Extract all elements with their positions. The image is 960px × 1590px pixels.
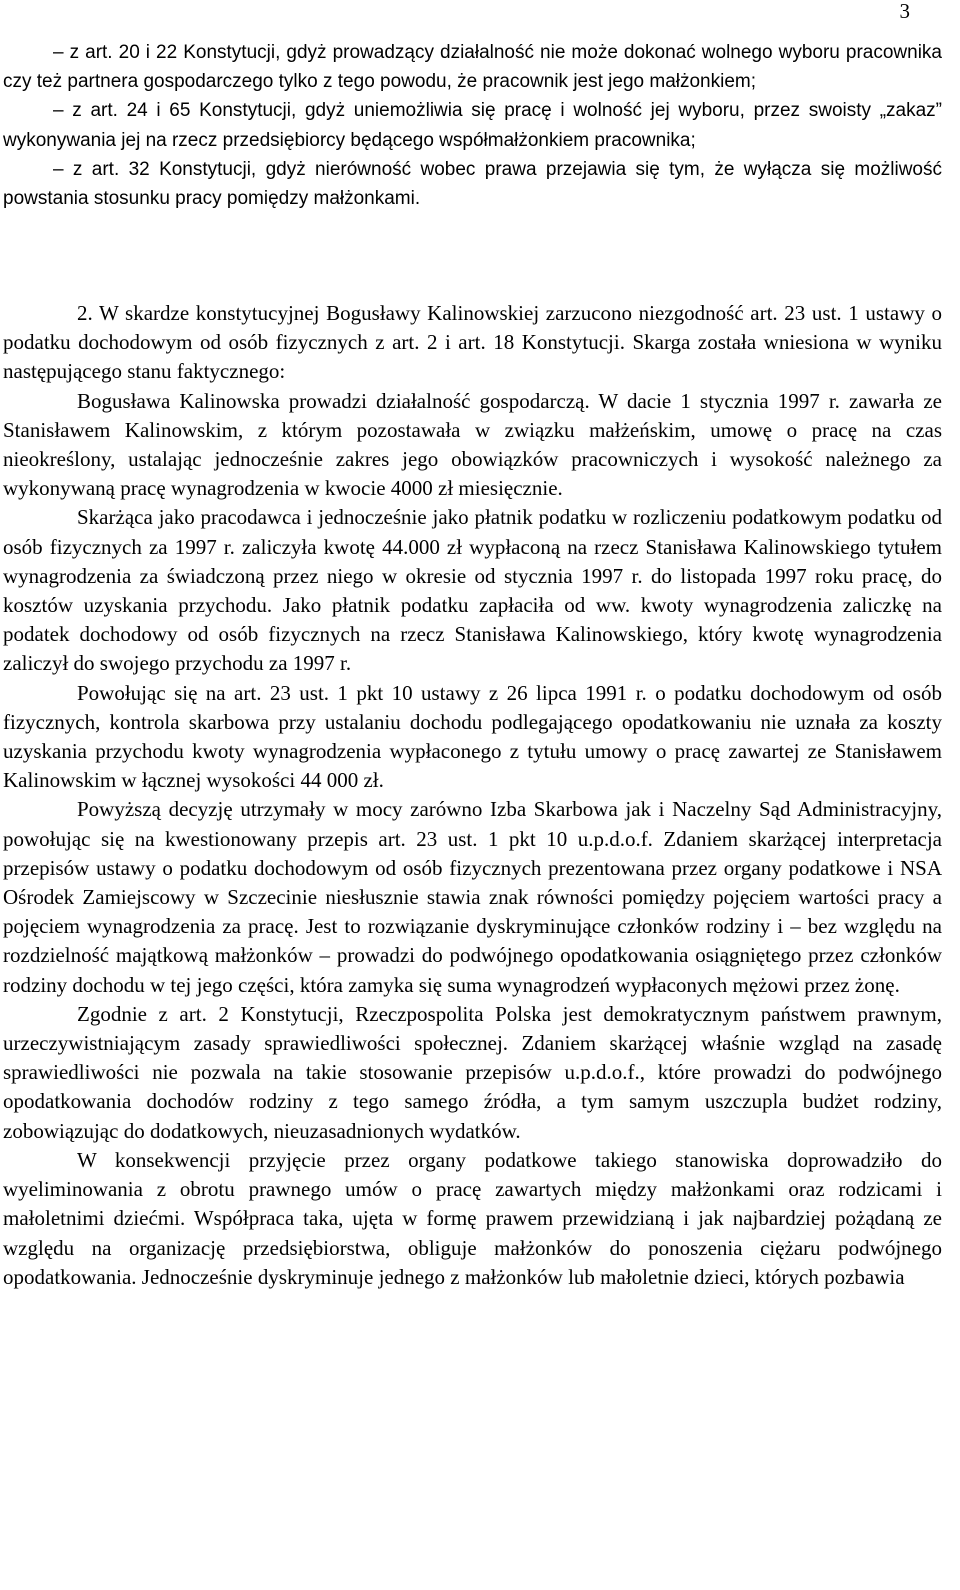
- list-item: – z art. 20 i 22 Konstytucji, gdyż prowadzący działalność nie może dokonać wolnego wyboru pracownika czy też partnera gospodarczego tylko z tego powodu, że pracownik jest jego małżonkiem;: [3, 42, 942, 93]
- list-item: – z art. 24 i 65 Konstytucji, gdyż uniemożliwia się pracę i wolność jej wyboru, przez swoisty „zakaz” wykonywania jej na rzecz przedsiębiorcy będącego współmałżonkiem pracownika;: [3, 100, 942, 151]
- objection-list: [3, 38, 942, 213]
- body-paragraph: Powołując się na art. 23 ust. 1 pkt 10 ustawy z 26 lipca 1991 r. o podatku dochodowym od osób fizycznych, kontrola skarbowa przy ustalaniu dochodu podlegającego opodatkowaniu nie uznała za koszty uzyskania przychodu kwoty wynagrodzenia wypłaconego z tytułu umowy o pracę zawartej ze Stanisławem Kalinowskim w łącznej wysokości 44 000 zł.: [3, 680, 942, 793]
- list-item: – z art. 32 Konstytucji, gdyż nierówność wobec prawa przejawia się tym, że wyłącza się możliwość powstania stosunku pracy pomiędzy małżonkami.: [3, 158, 942, 210]
- section-intro-paragraph: 2. W skardze konstytucyjnej Bogusławy Kalinowskiej zarzucono niezgodność art. 23 ust. 1 ustawy o podatku dochodowym od osób fizycznych z art. 2 i art. 18 Konstytucji. Skarga została wniesiona w wyniku następującego stanu faktycznego:: [3, 301, 942, 384]
- body-paragraph: Bogusława Kalinowska prowadzi działalność gospodarczą. W dacie 1 stycznia 1997 r. zawarła ze Stanisławem Kalinowskim, z którym pozostawała w związku małżeńskim, umowę o pracę na czas nieokreślony, ustalając jednocześnie zakres jego obowiązków pracowniczych i wysokość należnego za wykonywaną pracę wynagrodzenia w kwocie 4000 zł miesięcznie.: [3, 388, 942, 501]
- body-paragraph: Skarżąca jako pracodawca i jednocześnie jako płatnik podatku w rozliczeniu podatkowym podatku od osób fizycznych za 1997 r. zaliczyła kwotę 44.000 zł wypłaconą na rzecz Stanisława Kalinowskiego tytułem wynagrodzenia za świadczoną przez niego w okresie od stycznia 1997 r. do listopada 1997 roku pracę, do kosztów uzyskania przychodu. Jako płatnik podatku zapłaciła od ww. kwoty wynagrodzenia zaliczkę na podatek dochodowy od osób fizycznych na rzecz Stanisława Kalinowskiego, który kwotę wynagrodzenia zaliczył do swojego przychodu za 1997 r.: [3, 505, 942, 676]
- main-text: [3, 299, 942, 1292]
- body-paragraph: Powyższą decyzję utrzymały w mocy zarówno Izba Skarbowa jak i Naczelny Sąd Administracyjny, powołując się na kwestionowany przepis art. 23 ust. 1 pkt 10 u.p.d.o.f. Zdaniem skarżącej interpretacja przepisów ustawy o podatku dochodowym od osób fizycznych prezentowana przez organy podatkowe i NSA Ośrodek Zamiejscowy w Szczecinie niesłusznie stawia znak równości pomiędzy pojęciem wartości pracy a pojęciem wynagrodzenia za pracę. Jest to rozwiązanie dyskryminujące członków rodziny i – bez względu na rozdzielność majątkową małżonków – prowadzi do podwójnego opodatkowania osiągniętego przez członków rodziny dochodu w tej jego części, która zamyka się suma wynagrodzeń wypłaconych mężowi przez żonę.: [3, 797, 942, 997]
- page-number: 3: [899, 0, 910, 23]
- body-paragraph: W konsekwencji przyjęcie przez organy podatkowe takiego stanowiska doprowadziło do wyeliminowania z obrotu prawnego umów o pracę zawartych między małżonkami oraz rodzicami i małoletnimi dziećmi. Współpraca taka, ujęta w formę prawem przewidzianą i jak najbardziej pożądaną ze względu na organizację przedsiębiorstwa, obliguje małżonków do ponoszenia ciężaru podwójnego opodatkowania. Jednocześnie dyskryminuje jednego z małżonków lub małoletnie dzieci, których pozbawia: [3, 1147, 942, 1289]
- body-paragraph: Zgodnie z art. 2 Konstytucji, Rzeczpospolita Polska jest demokratycznym państwem prawnym, urzeczywistniającym zasady sprawiedliwości społecznej. Zdaniem skarżącej właśnie wzgląd na zasadę sprawiedliwości nie pozwala na takie stosowanie przepisów u.p.d.o.f., które prowadzi do podwójnego opodatkowania dochodów rodziny z tego samego źródła, a tym samym uszczupla budżet rodziny, zobowiązując do dodatkowych, nieuzasadnionych wydatków.: [3, 1001, 942, 1143]
